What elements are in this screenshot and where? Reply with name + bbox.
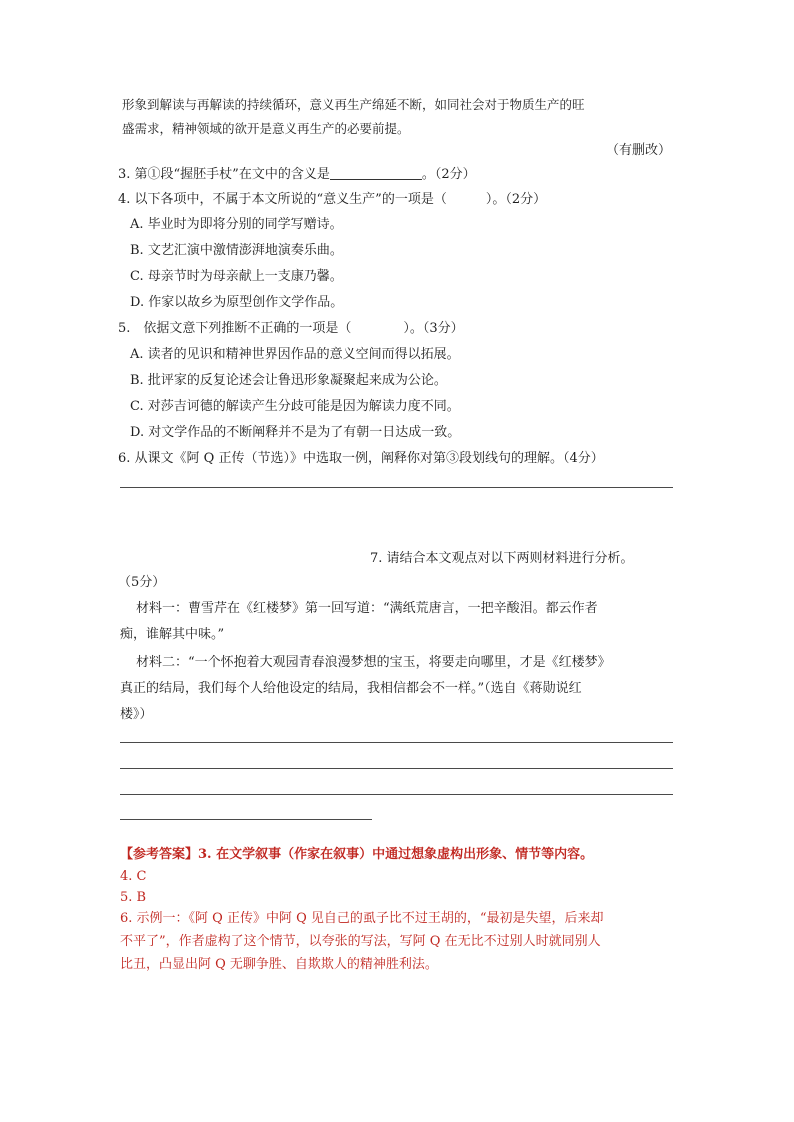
question-3 [118,166,476,184]
answer-3: 【参考答案】3. 在文学叙事（作家在叙事）中通过想象虚构出形象、情节等内容。 [120,847,594,862]
question-5-option-c: C. 对莎吉诃德的解读产生分歧可能是因为解读力度不同。 [130,399,460,414]
answer-6-line-2: 不平了”，作者虚构了这个情节，以夸张的写法，写阿 Q 在无比不过别人时就同别人 [120,934,601,949]
material-2-line-3: 楼》） [120,707,153,722]
question-5-option-b: B. 批评家的反复论述会让鲁迅形象凝聚起来成为公论。 [130,373,447,388]
answer-6-line-1: 6. 示例一：《阿 Q 正传》中阿 Q 见自己的虱子比不过王胡的，“最初是失望，后来却 [120,911,604,926]
answer-4: 4. C [120,869,147,884]
material-2-line-2: 真正的结局，我们每个人给他设定的结局，我相信都会不一样。”（选自《蒋勋说红 [120,681,582,696]
answer-5: 5. B [120,890,147,905]
question-6-stem: 6. 从课文《阿 Q 正传（节选）》中选取一例，阐释你对第③段划线句的理解。（4分） [118,451,604,466]
answer-line-q7-3[interactable] [120,794,673,795]
question-5-stem: 5. 依据文意下列推断不正确的一项是（ ）。（3分） [118,321,464,336]
question-7-stem: 7. 请结合本文观点对以下两则材料进行分析。 [370,551,634,566]
answer-6-line-3: 比丑，凸显出阿 Q 无聊争胜、自欺欺人的精神胜利法。 [120,957,438,972]
question-4-option-b: B. 文艺汇演中激情澎湃地演奏乐曲。 [130,243,343,258]
answer-line-q7-2[interactable] [120,768,673,769]
passage-line-2: 盛需求，精神领域的欲开是意义再生产的必要前提。 [122,121,410,136]
material-1-line-2: 痴，谁解其中味。” [120,627,225,642]
question-3-score: 。（2分） [421,167,476,182]
question-4-option-a: A. 毕业时为即将分别的同学写赠诗。 [130,217,343,232]
material-1-line-1: 材料一：曹雪芹在《红楼梦》第一回写道：“满纸荒唐言，一把辛酸泪。都云作者 [136,601,598,616]
answer-blank[interactable] [330,167,422,180]
question-5-option-d: D. 对文学作品的不断阐释并不是为了有朝一日达成一致。 [130,425,461,440]
answer-line-q7-1[interactable] [120,742,673,743]
question-4-option-c: C. 母亲节时为母亲献上一支康乃馨。 [130,269,343,284]
question-4-option-d: D. 作家以故乡为原型创作文学作品。 [130,295,344,310]
question-5-option-a: A. 读者的见识和精神世界因作品的意义空间而得以拓展。 [130,347,460,362]
question-4-stem: 4. 以下各项中，不属于本文所说的“意义生产”的一项是（ ）。（2分） [118,192,547,207]
question-3-text: 3. 第①段“握胚手杖”在文中的含义是 [118,167,330,182]
passage-source: （有删改） [606,143,672,158]
question-7-score: （5分） [118,575,166,590]
material-2-line-1: 材料二：“一个怀抱着大观园青春浪漫梦想的宝玉，将要走向哪里，才是《红楼梦》 [136,655,611,670]
answer-line-q6[interactable] [120,487,673,488]
answer-line-q7-4[interactable] [120,819,372,820]
passage-line-1: 形象到解读与再解读的持续循环，意义再生产绵延不断，如同社会对于物质生产的旺 [122,97,585,112]
